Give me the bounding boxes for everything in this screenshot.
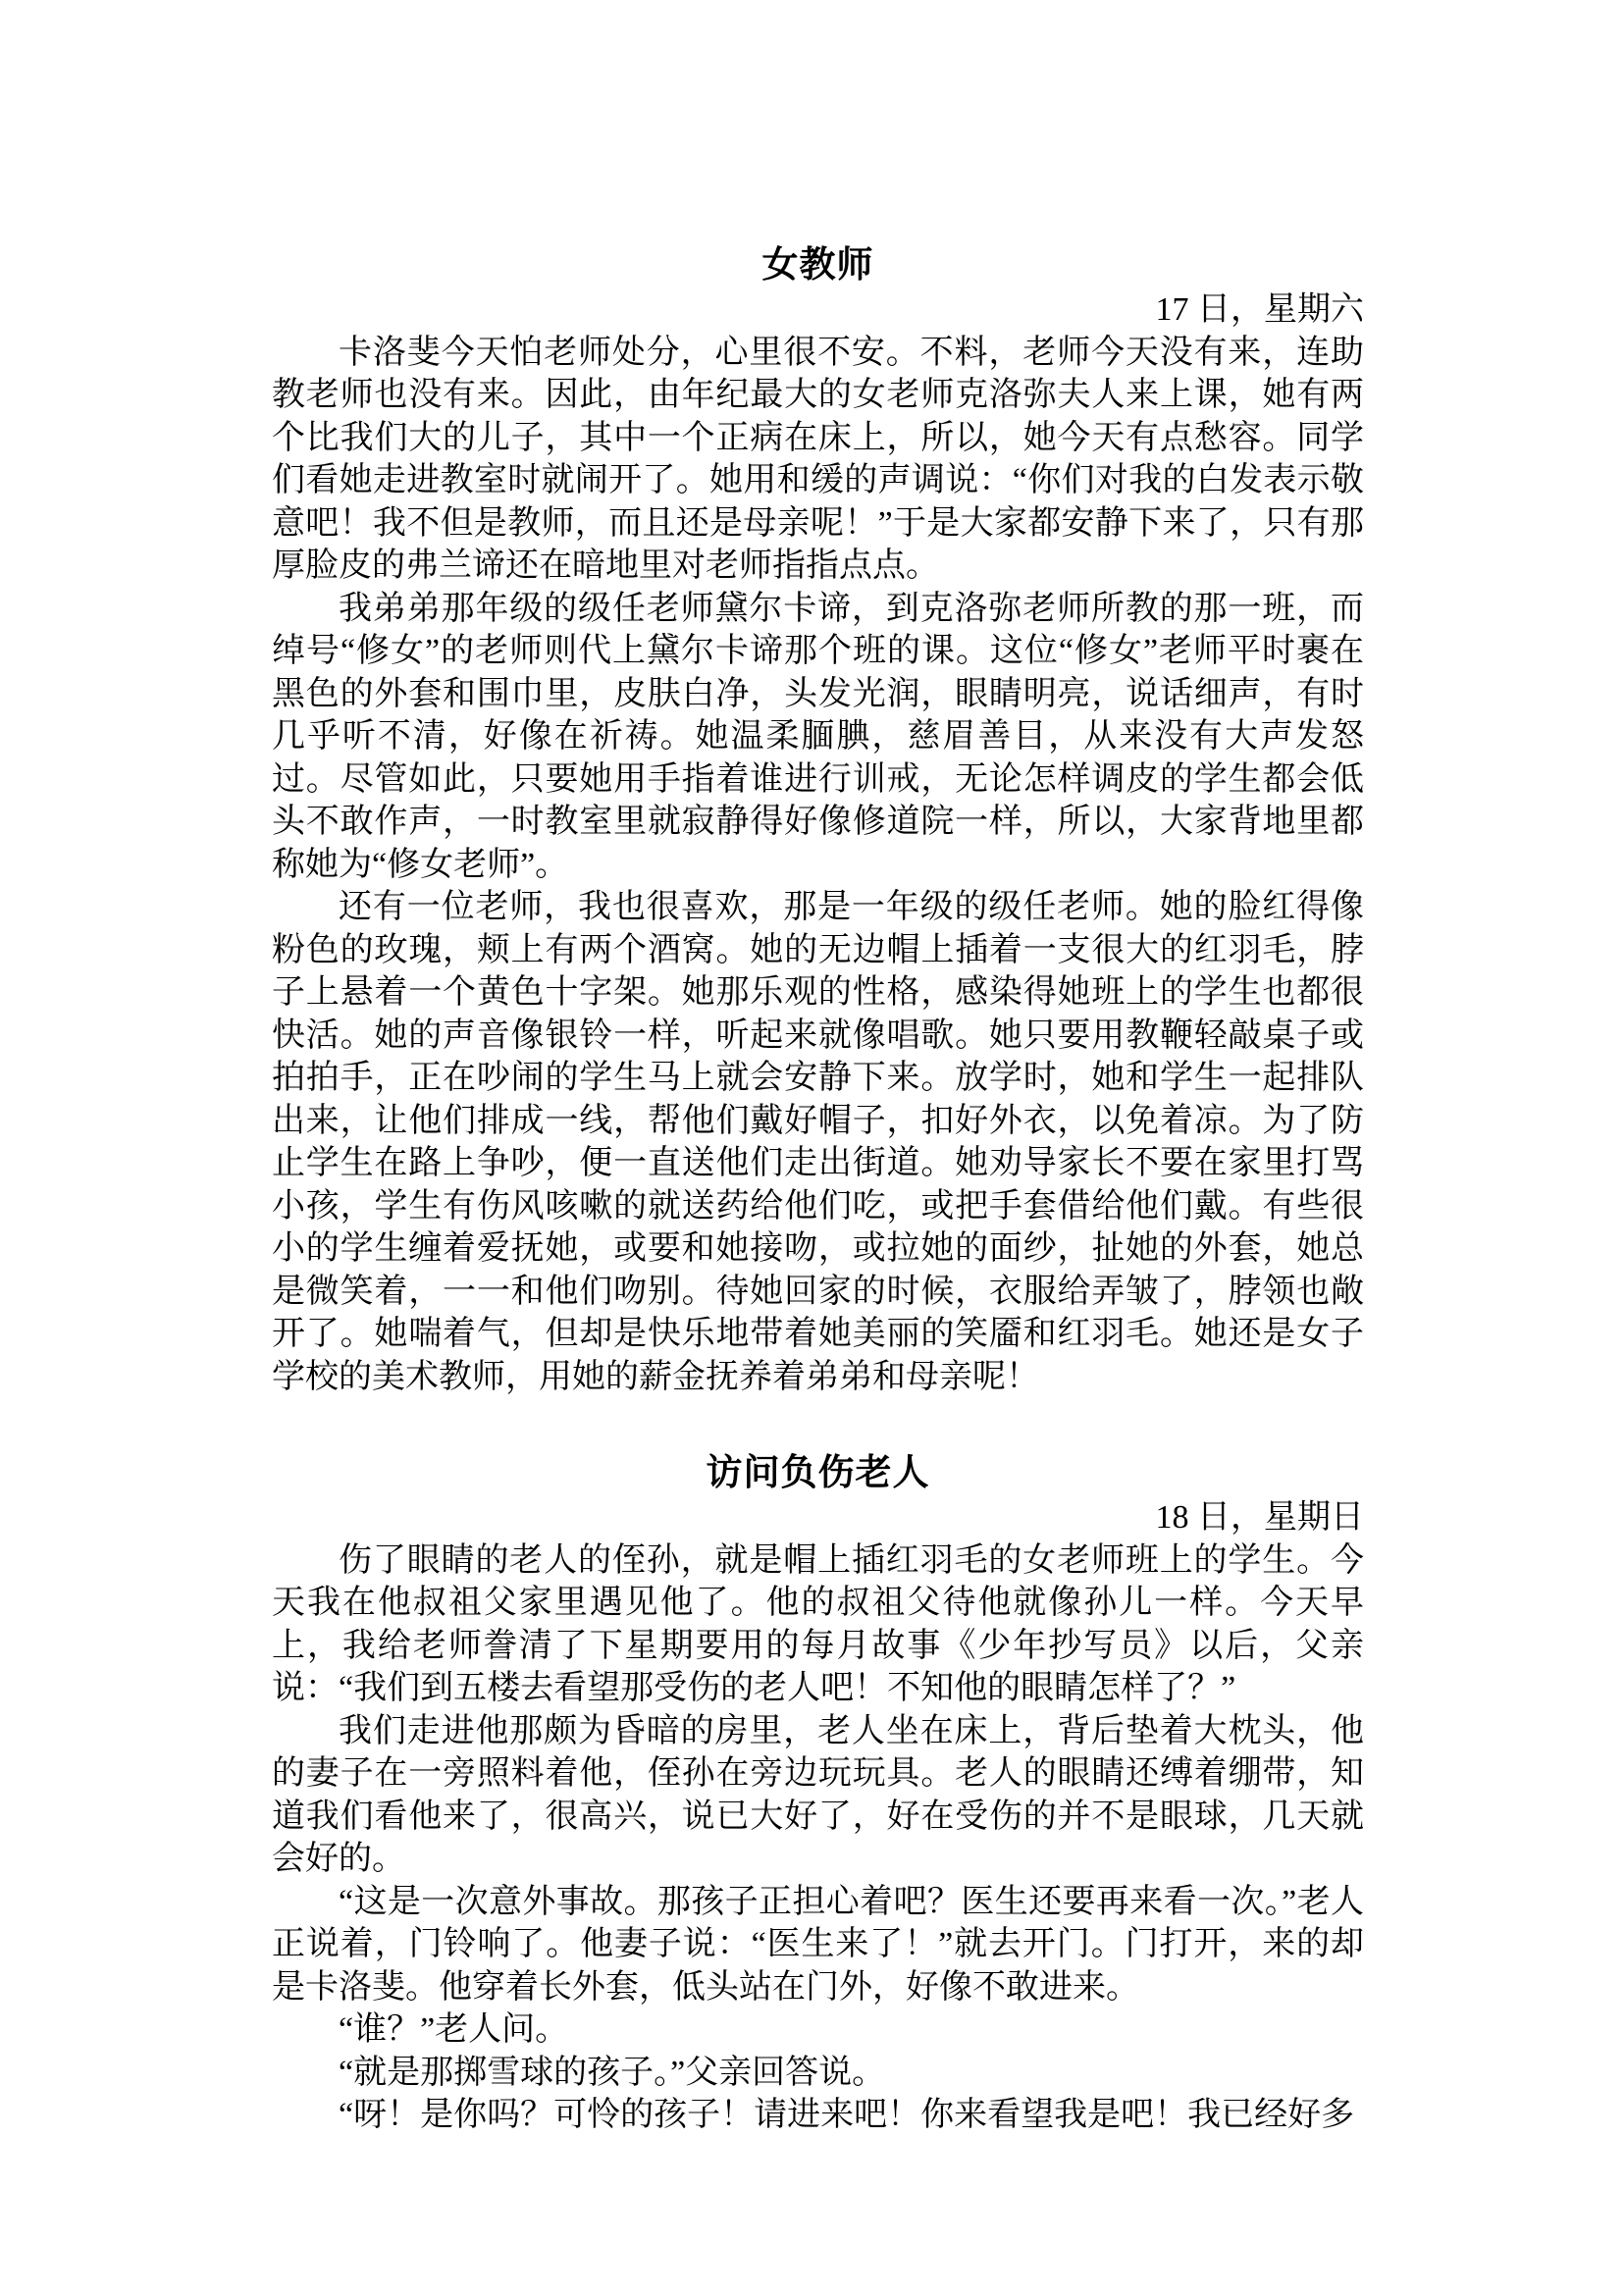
paragraph: 还有一位老师，我也很喜欢，那是一年级的级任老师。她的脸红得像粉色的玫瑰，颊上有两个酒窝。她的无边帽上插着一支很大的红羽毛，脖子上悬着一个黄色十字架。她那乐观的性格，感染得她班上的学生也都很快活。她的声音像银铃一样，听起来就像唱歌。她只要用教鞭轻敲桌子或拍拍手，正在吵闹的学生马上就会安静下来。放学时，她和学生一起排队出来，让他们排成一线，帮他们戴好帽子，扣好外衣，以免着凉。为了防止学生在路上争吵，便一直送他们走出街道。她劝导家长不要在家里打骂小孩，学生有伤风咳嗽的就送药给他们吃，或把手套借给他们戴。有些很小的学生缠着爱抚她，或要和她接吻，或拉她的面纱，扯她的外套，她总是微笑着，一一和他们吻别。待她回家的时候，衣服给弄皱了，脖领也敞开了。她喘着气，但却是快乐地带着她美丽的笑靥和红羽毛。她还是女子学校的美术教师，用她的薪金抚养着弟弟和母亲呢！ — [272, 889, 1364, 1395]
text-column — [272, 0, 1364, 2137]
paragraph: “就是那掷雪球的孩子。”父亲回答说。 — [339, 2054, 886, 2091]
section-title: 女教师 — [761, 244, 874, 285]
section-title: 访问负伤老人 — [706, 1452, 930, 1492]
section-date: 18 日，星期日 — [1155, 1499, 1364, 1536]
paragraph: “谁？”老人问。 — [339, 2011, 569, 2048]
paragraph: “这是一次意外事故。那孩子正担心着吧？医生还要再来看一次。”老人正说着，门铃响了。他妻子说：“医生来了！”就去开门。门打开，来的却是卡洛斐。他穿着长外套，低头站在门外，好像不敢进来。 — [272, 1883, 1364, 2006]
section-visit-injured-elder — [272, 1449, 1364, 2137]
paragraph: “呀！是你吗？可怜的孩子！请进来吧！你来看望我是吧！我已经好多 — [339, 2097, 1355, 2133]
paragraph: 我弟弟那年级的级任老师黛尔卡谛，到克洛弥老师所教的那一班，而绰号“修女”的老师则代上黛尔卡谛那个班的课。这位“修女”老师平时裹在黑色的外套和围巾里，皮肤白净，头发光润，眼睛明亮，说话细声，有时几乎听不清，好像在祈祷。她温柔腼腆，慈眉善目，从来没有大声发怒过。尽管如此，只要她用手指着谁进行训戒，无论怎样调皮的学生都会低头不敢作声，一时教室里就寂静得好像修道院一样，所以，大家背地里都称她为“修女老师”。 — [272, 590, 1364, 883]
section-date: 17 日，星期六 — [1155, 291, 1364, 328]
paragraph: 伤了眼睛的老人的侄孙，就是帽上插红羽毛的女老师班上的学生。今天我在他叔祖父家里遇见他了。他的叔祖父待他就像孙儿一样。今天早上，我给老师誊清了下星期要用的每月故事《少年抄写员》以后，父亲说：“我们到五楼去看望那受伤的老人吧！不知他的眼睛怎样了？” — [272, 1541, 1364, 1706]
paragraph: 我们走进他那颇为昏暗的房里，老人坐在床上，背后垫着大枕头，他的妻子在一旁照料着他，侄孙在旁边玩玩具。老人的眼睛还缚着绷带，知道我们看他来了，很高兴，说已大好了，好在受伤的并不是眼球，几天就会好的。 — [272, 1712, 1364, 1877]
section-female-teacher — [272, 241, 1364, 1398]
paragraph: 卡洛斐今天怕老师处分，心里很不安。不料，老师今天没有来，连助教老师也没有来。因此，由年纪最大的女老师克洛弥夫人来上课，她有两个比我们大的儿子，其中一个正病在床上，所以，她今天有点愁容。同学们看她走进教室时就闹开了。她用和缓的声调说：“你们对我的白发表示敬意吧！我不但是教师，而且还是母亲呢！”于是大家都安静下来了，只有那厚脸皮的弗兰谛还在暗地里对老师指指点点。 — [272, 334, 1364, 584]
